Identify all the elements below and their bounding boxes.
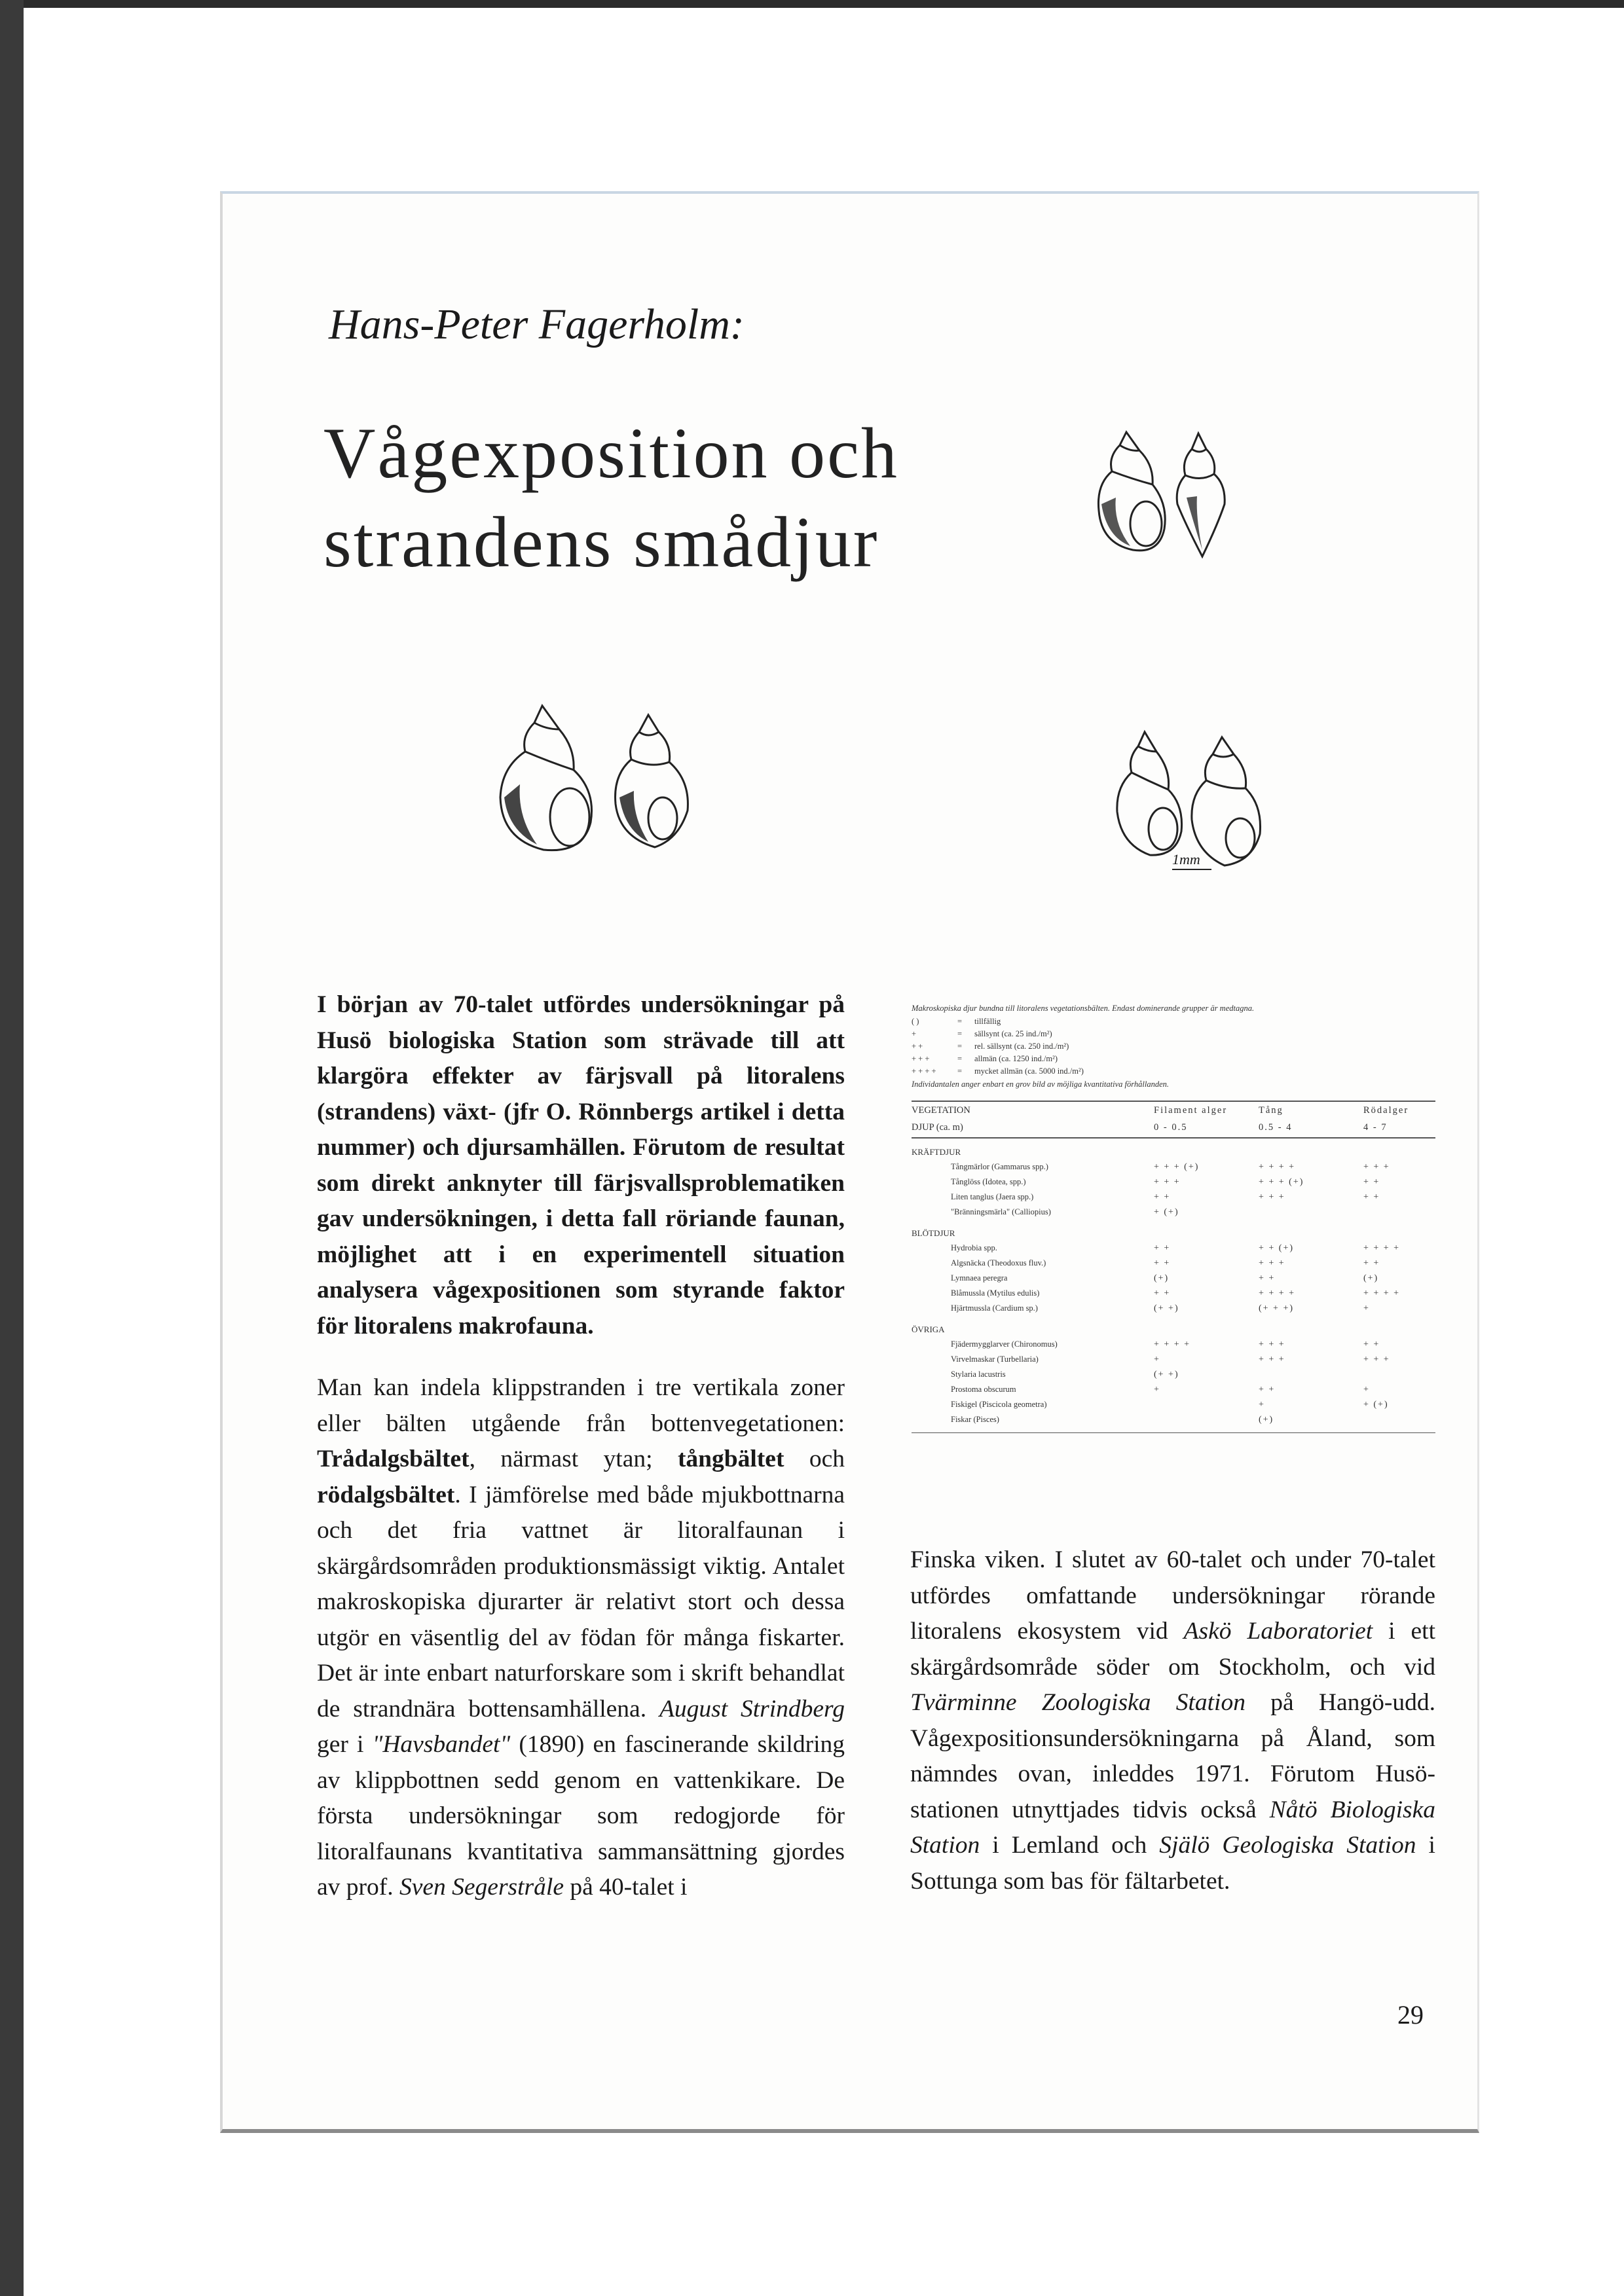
abundance-cell: + + (+) (1259, 1243, 1295, 1253)
abundance-cell: + + (1154, 1288, 1171, 1298)
abundance-cell: + + + + (1154, 1339, 1191, 1349)
table-body (912, 1145, 1435, 1427)
abundance-cell: + + (1363, 1192, 1380, 1202)
abundance-cell: + + + + (1363, 1243, 1401, 1253)
fauna-table (912, 1002, 1435, 1433)
abundance-cell: + + (1363, 1258, 1380, 1268)
abundance-cell: (+) (1363, 1273, 1379, 1283)
table-row (912, 1397, 1435, 1412)
species-cell: Hjärtmussla (Cardium sp.) (951, 1303, 1038, 1313)
abundance-cell: (+ +) (1154, 1303, 1179, 1313)
table-row (912, 1301, 1435, 1316)
species-cell: Hydrobia spp. (951, 1243, 997, 1252)
snail-shell-illustration-2 (491, 699, 701, 863)
abundance-cell: + + + (1363, 1162, 1390, 1172)
scan-edge-left (0, 0, 24, 2296)
abundance-cell: + + + (+) (1154, 1162, 1200, 1172)
species-cell: Fiskigel (Piscicola geometra) (951, 1400, 1047, 1409)
abundance-cell: + + + + (1259, 1288, 1296, 1298)
abundance-cell: (+) (1154, 1273, 1170, 1283)
species-cell: Virvelmaskar (Turbellaria) (951, 1355, 1039, 1364)
key-row: + + + + = mycket allmän (ca. 5000 ind./m²) (912, 1066, 1084, 1076)
table-rule (912, 1432, 1435, 1433)
abundance-cell: + + + (1259, 1355, 1285, 1364)
table-header-depth: DJUP (ca. m) 0 - 0.5 0.5 - 4 4 - 7 (912, 1122, 1388, 1133)
species-cell: "Bränningsmärla" (Calliopius) (951, 1207, 1051, 1216)
snail-shell-illustration-1 (1087, 419, 1244, 570)
abundance-cell: + + (1259, 1273, 1276, 1283)
lead-paragraph: I början av 70-talet utfördes undersökningar på Husö biologiska Station som strävade till att klargöra effekter av färjsvall på litoralens (strandens) växt- (jfr O. Rönnbergs artikel i detta nummer) och djursamhällen. Förutom de resultat som direkt anknyter till färjsvallsproblematiken gav undersökningen, i detta fall röriande faunan, möjlighet att i en experimentell situation analysera vågexpositionen som styrande faktor för litoralens makrofauna. (317, 991, 845, 1339)
species-cell: Tångmärlor (Gammarus spp.) (951, 1162, 1048, 1171)
abundance-cell: + (+) (1363, 1400, 1389, 1410)
abundance-cell: + + (1259, 1385, 1276, 1394)
body-paragraph: Man kan indela klippstranden i tre vertikala zoner eller bälten utgående från bottenvegetationen: Trådalgsbältet, närmast ytan; tångbältet och rödalgsbältet. I jämförelse med både mjukbottnarna och det fria vattnet är litoralfaunan i skärgårdsområden produktionsmässigt viktig. Antalet makroskopiska djurarter är relativt stort och dessa utgör en väsentlig del av födan för många fiskarter. Det är inte enbart naturforskare som i skrift behandlat de strandnära bottensamhällena. August Strindberg ger i "Havsbandet" (1890) en fascinerande skildring av klippbottnen sedd genom en vattenkikare. De första undersökningar som redogjorde för litoralfaunans kvantitativa sammansättning gjordes av prof. Sven Segerstråle på 40-talet i (317, 1374, 845, 1901)
species-cell: Fiskar (Pisces) (951, 1415, 999, 1424)
species-cell: Stylaria lacustris (951, 1370, 1006, 1379)
table-rule (912, 1137, 1435, 1139)
table-header-vegetation: VEGETATION Filament alger Tång Rödalger (912, 1105, 1409, 1116)
abundance-cell: + + (1154, 1192, 1171, 1202)
table-row (912, 1175, 1435, 1190)
abundance-cell: + (1154, 1385, 1160, 1394)
table-row (912, 1190, 1435, 1205)
table-row (912, 1205, 1435, 1220)
abundance-cell: + (+) (1154, 1207, 1179, 1217)
key-row: + + = rel. sällsynt (ca. 250 ind./m²) (912, 1042, 1069, 1051)
page-number: 29 (1397, 2000, 1424, 2030)
scale-label: 1mm (1172, 851, 1200, 867)
table-section-heading: BLÖTDJUR (912, 1228, 955, 1238)
abundance-cell: + + + (1154, 1177, 1181, 1187)
table-section-heading: KRÄFTDJUR (912, 1147, 961, 1157)
table-row (912, 1241, 1435, 1256)
abundance-cell: + (1154, 1355, 1160, 1364)
table-row (912, 1352, 1435, 1367)
scan-edge-top (24, 0, 1624, 8)
species-cell: Algsnäcka (Theodoxus fluv.) (951, 1258, 1046, 1267)
table-caption: Makroskopiska djur bundna till litoralens vegetationsbälten. Endast dominerande grupper är medtagna. (912, 1004, 1255, 1013)
abundance-cell: (+) (1259, 1415, 1274, 1425)
table-row (912, 1256, 1435, 1271)
table-row (912, 1286, 1435, 1301)
key-row: + = sällsynt (ca. 25 ind./m²) (912, 1029, 1052, 1038)
table-key (912, 1015, 1435, 1078)
abundance-cell: + + + (+) (1259, 1177, 1304, 1187)
abundance-cell: + (1363, 1385, 1370, 1394)
title-line-2: strandens smådjur (323, 502, 879, 582)
body-paragraph: Finska viken. I slutet av 60-talet och under 70-talet utfördes omfattande undersökningar rörande litoralens ekosystem vid Askö Laboratoriet i ett skärgårdsområde söder om Stockholm, och vid Tvärminne Zoologiska Station på Hangö-udd. Vågexpositionsundersökningarna på Åland, som nämndes ovan, inleddes 1971. Förutom Husö-stationen utnyttjades tidvis också Nåtö Biologiska Station i Lemland och Själö Geologiska Station i Sottunga som bas för fältarbetet. (910, 1546, 1435, 1895)
abundance-cell: + + + (1259, 1258, 1285, 1268)
abundance-cell: (+ +) (1154, 1370, 1179, 1379)
table-row (912, 1159, 1435, 1175)
species-cell: Lymnaea peregra (951, 1273, 1008, 1283)
abundance-cell: + + + + (1259, 1162, 1296, 1172)
title-line-1: Vågexposition och (323, 413, 899, 493)
table-note: Individantalen anger enbart en grov bild av möjliga kvantitativa förhållanden. (912, 1080, 1169, 1089)
abundance-cell: + + (1363, 1177, 1380, 1187)
abundance-cell: + (1363, 1303, 1370, 1313)
abundance-cell: + (1259, 1400, 1265, 1410)
species-cell: Blåmussla (Mytilus edulis) (951, 1288, 1040, 1298)
table-row (912, 1382, 1435, 1397)
species-cell: Liten tanglus (Jaera spp.) (951, 1192, 1034, 1201)
species-cell: Tånglöss (Idotea, spp.) (951, 1177, 1026, 1186)
abundance-cell: + + (1154, 1258, 1171, 1268)
abundance-cell: + + + (1363, 1355, 1390, 1364)
table-row (912, 1337, 1435, 1352)
table-row (912, 1412, 1435, 1427)
author-name: Hans-Peter Fagerholm: (329, 301, 745, 348)
table-row (912, 1271, 1435, 1286)
abundance-cell: + + + (1259, 1192, 1285, 1202)
left-text-column (317, 987, 845, 1906)
key-row: + + + = allmän (ca. 1250 ind./m²) (912, 1054, 1058, 1063)
abundance-cell: + + (1363, 1339, 1380, 1349)
table-row (912, 1367, 1435, 1382)
abundance-cell: + + + + (1363, 1288, 1401, 1298)
species-cell: Fjädermygglarver (Chironomus) (951, 1339, 1058, 1349)
abundance-cell: (+ + +) (1259, 1303, 1295, 1313)
article-title (323, 409, 899, 587)
abundance-cell: + + (1154, 1243, 1171, 1253)
table-section-heading: ÖVRIGA (912, 1324, 945, 1334)
abundance-cell: + + + (1259, 1339, 1285, 1349)
species-cell: Prostoma obscurum (951, 1385, 1016, 1394)
key-row: ( ) = tillfällig (912, 1017, 1001, 1026)
right-text-column (910, 1542, 1435, 1899)
